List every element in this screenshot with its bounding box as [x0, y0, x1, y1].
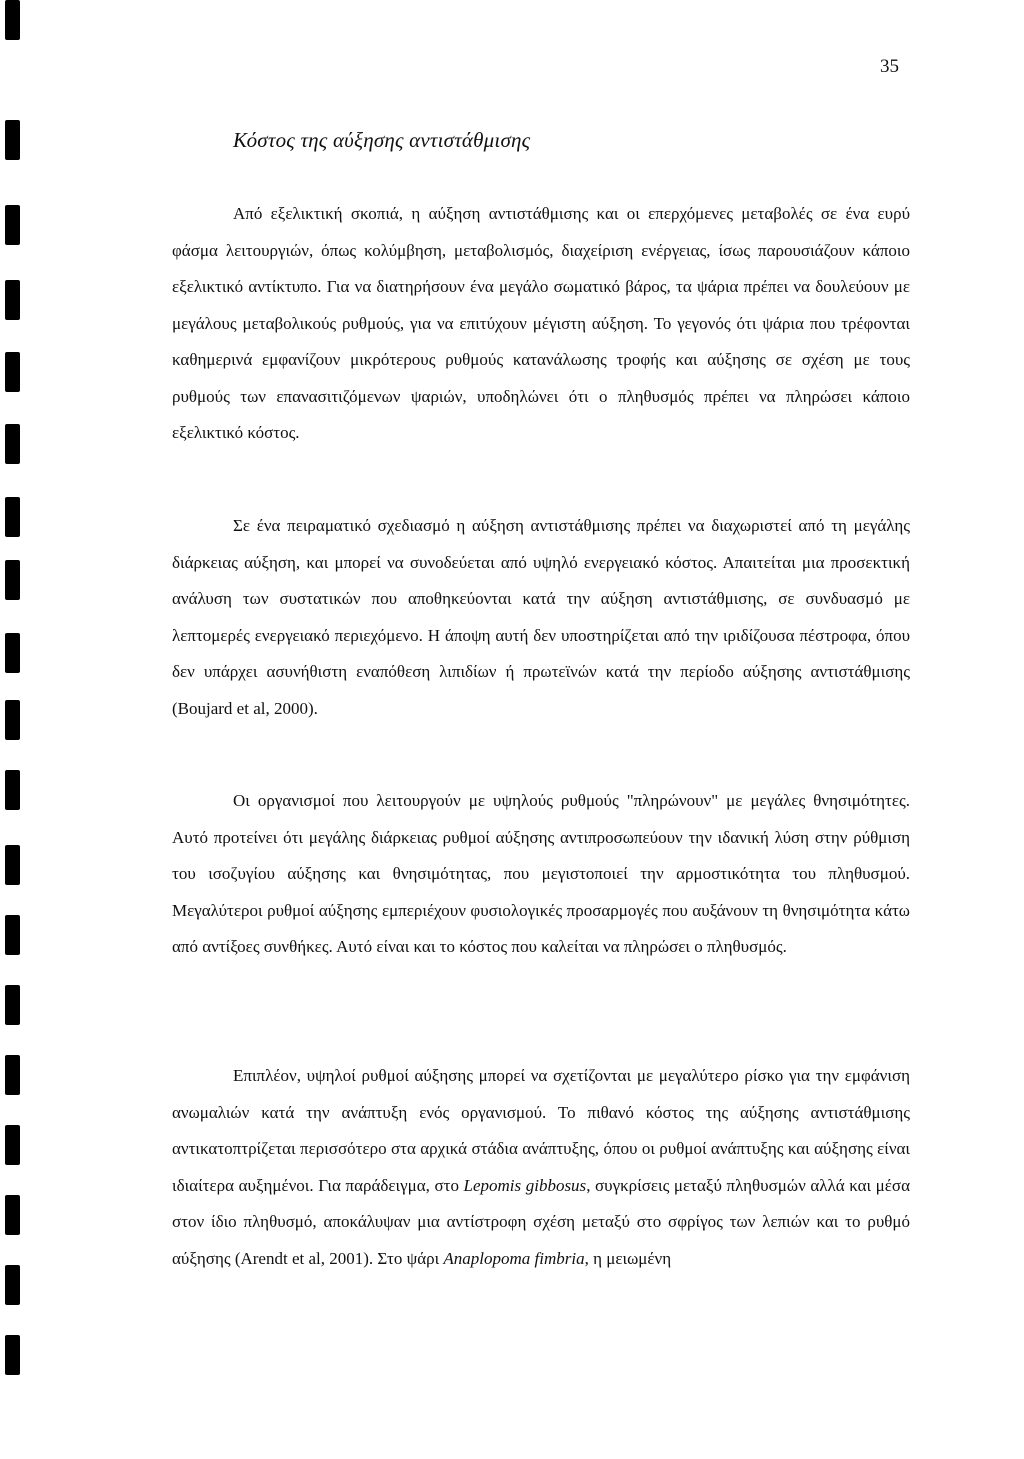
- paragraph-4: [172, 1058, 910, 1277]
- binding-mark: [5, 1335, 20, 1375]
- binding-mark: [5, 1195, 20, 1235]
- binding-mark: [5, 497, 20, 537]
- scan-binding-strip: [0, 0, 26, 1459]
- binding-mark: [5, 280, 20, 320]
- paragraph-2: Σε ένα πειραματικό σχεδιασμό η αύξηση αντιστάθμισης πρέπει να διαχωριστεί από τη μεγάλης διάρκειας αύξηση, και μπορεί να συνοδεύεται από υψηλό ενεργειακό κόστος. Απαιτείται μια προσεκτική ανάλυση των συστατικών που αποθηκεύονται κατά την αύξηση αντιστάθμισης, σε συνδυασμό με λεπτομερές ενεργειακό περιεχόμενο. Η άποψη αυτή δεν υποστηρίζεται από την ιριδίζουσα πέστροφα, όπου δεν υπάρχει ασυνήθιστη εναπόθεση λιπιδίων ή πρωτεϊνών κατά την περίοδο αύξησης αντιστάθμισης (Boujard et al, 2000).: [172, 516, 910, 718]
- species-name-anaplopoma: Anaplopoma fimbria: [443, 1248, 585, 1268]
- species-name-lepomis: Lepomis gibbosus: [463, 1175, 587, 1195]
- binding-mark: [5, 845, 20, 885]
- binding-mark: [5, 0, 20, 40]
- binding-mark: [5, 985, 20, 1025]
- binding-mark: [5, 560, 20, 600]
- binding-mark: [5, 1125, 20, 1165]
- paragraph-4-text-a: Επιπλέον, υψηλοί ρυθμοί αύξησης μπορεί να σχετίζονται με μεγαλύτερο ρίσκο για την εμφάνιση ανωμαλιών κατά την ανάπτυξη ενός οργανισμού. Το πιθανό κόστος της αύξησης αντιστάθμισης αντικατοπτρίζεται περισσότερο στα αρχικά στάδια ανάπτυξης, όπου οι ρυθμοί ανάπτυξης και αύξησης είναι ιδιαίτερα αυξημένοι. Για παράδειγμα, στο: [172, 1066, 910, 1195]
- paragraph-3: Οι οργανισμοί που λειτουργούν με υψηλούς ρυθμούς "πληρώνουν" με μεγάλες θνησιμότητες. Αυτό προτείνει ότι μεγάλης διάρκειας ρυθμοί αύξησης αντιπροσωπεύουν την ιδανική λύση στην ρύθμιση του ισοζυγίου αύξησης και θνησιμότητας, που μεγιστοποιεί την αρμοστικότητα του πληθυσμού. Μεγαλύτεροι ρυθμοί αύξησης εμπεριέχουν φυσιολογικές προσαρμογές που αυξάνουν τη θνησιμότητα κάτω από αντίξοες συνθήκες. Αυτό είναι και το κόστος που καλείται να πληρώσει ο πληθυσμός.: [172, 791, 910, 956]
- paragraph-4-text-c: , η μειωμένη: [584, 1248, 672, 1268]
- binding-mark: [5, 770, 20, 810]
- binding-mark: [5, 120, 20, 160]
- binding-mark: [5, 915, 20, 955]
- binding-mark: [5, 633, 20, 673]
- page-number: 35: [880, 56, 899, 77]
- binding-mark: [5, 424, 20, 464]
- binding-mark: [5, 205, 20, 245]
- paragraph-4-text-b: , συγκρίσεις μεταξύ πληθυσμών αλλά και μέσα στον ίδιο πληθυσμό, αποκάλυψαν μια αντίστροφη σχέση μεταξύ στο σφρίγος των λεπιών και το ρυθμό αύξησης (Arendt et al, 2001). Στο ψάρι: [172, 1175, 910, 1268]
- binding-mark: [5, 352, 20, 392]
- binding-mark: [5, 1265, 20, 1305]
- paragraph-1: Από εξελικτική σκοπιά, η αύξηση αντιστάθμισης και οι επερχόμενες μεταβολές σε ένα ευρύ φάσμα λειτουργιών, όπως κολύμβηση, μεταβολισμός, διαχείριση ενέργειας, ίσως παρουσιάζουν κάποιο εξελικτικό αντίκτυπο. Για να διατηρήσουν ένα μεγάλο σωματικό βάρος, τα ψάρια πρέπει να δουλεύουν με μεγάλους μεταβολικούς ρυθμούς, για να επιτύχουν μέγιστη αύξηση. Το γεγονός ότι ψάρια που τρέφονται καθημερινά εμφανίζουν μικρότερους ρυθμούς κατανάλωσης τροφής και αύξησης σε σχέση με τους ρυθμούς των επανασιτιζόμενων ψαριών, υποδηλώνει ότι ο πληθυσμός πρέπει να πληρώσει κάποιο εξελικτικό κόστος.: [172, 204, 910, 442]
- binding-mark: [5, 1055, 20, 1095]
- binding-mark: [5, 700, 20, 740]
- section-heading: Κόστος της αύξησης αντιστάθμισης: [233, 128, 531, 152]
